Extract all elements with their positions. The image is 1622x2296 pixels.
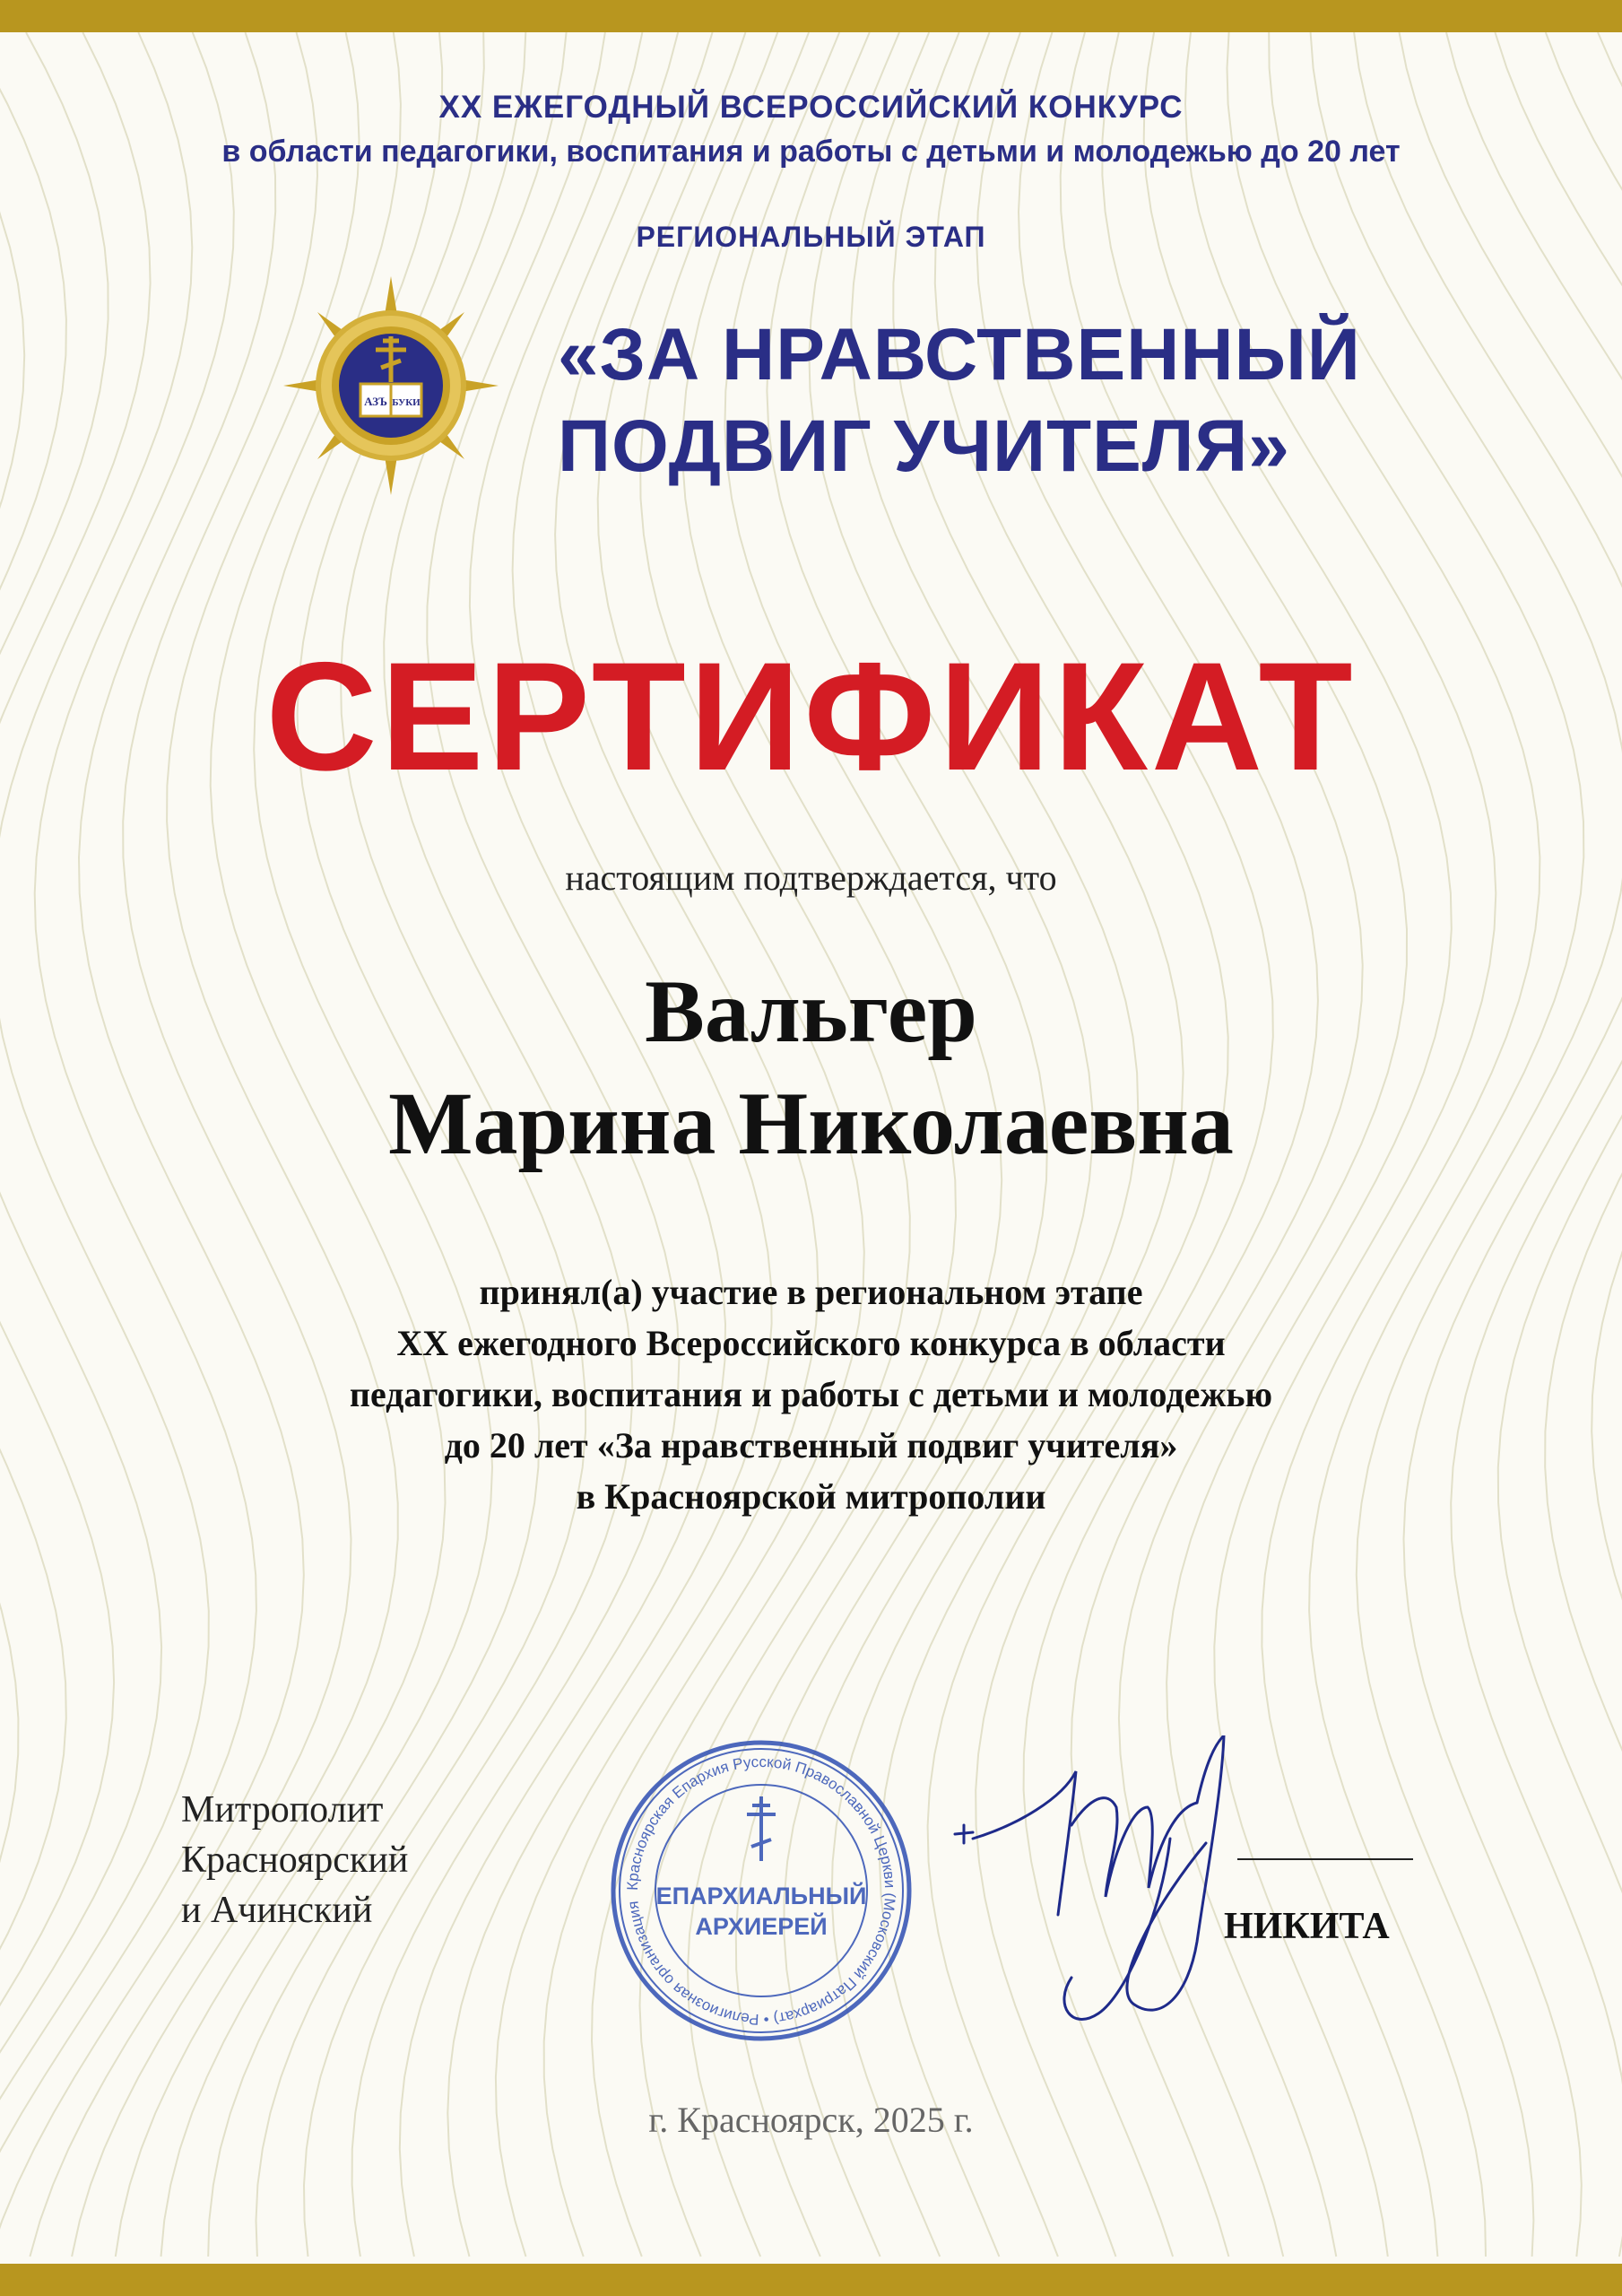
svg-text:БУКИ: БУКИ: [392, 397, 421, 408]
signatory-title-line3: и Ачинский: [181, 1890, 373, 1931]
body-line1: принял(а) участие в региональном этапе: [479, 1272, 1143, 1312]
contest-header-line2: в области педагогики, воспитания и работы с детьми и молодежью до 20 лет: [221, 135, 1401, 169]
contest-emblem-icon: [283, 274, 499, 498]
bottom-border: [0, 2264, 1622, 2296]
body-line2: XX ежегодного Всероссийского конкурса в области: [396, 1323, 1226, 1363]
certificate-title: СЕРТИФИКАТ: [265, 631, 1357, 803]
handwritten-signature: [937, 1735, 1287, 2031]
body-line3: педагогики, воспитания и работы с детьми и молодежью: [349, 1374, 1273, 1414]
svg-text:АЗЪ: АЗЪ: [364, 395, 387, 408]
recipient-surname: Вальгер: [645, 961, 977, 1061]
confirmation-text: настоящим подтверждается, что: [565, 857, 1057, 898]
signatory-title: [181, 1785, 408, 1935]
signatory-title-line1: Митрополит: [181, 1789, 384, 1831]
competition-title: [558, 309, 1361, 492]
competition-title-line2: ПОДВИГ УЧИТЕЛЯ»: [558, 405, 1290, 487]
recipient-given-names: Марина Николаевна: [388, 1074, 1234, 1173]
contest-header-line1: XX ЕЖЕГОДНЫЙ ВСЕРОССИЙСКИЙ КОНКУРС: [438, 90, 1184, 125]
certificate-body: [0, 1266, 1622, 1522]
stage-label: РЕГИОНАЛЬНЫЙ ЭТАП: [636, 221, 986, 253]
svg-text:Красноярская Епархия Русской П: Красноярская Епархия Русской Православной Церкви (Московский Патриархат) • Религиозная организация: [623, 1752, 899, 2029]
diocese-seal-stamp: [606, 1735, 916, 2046]
svg-text:ЕПАРХИАЛЬНЫЙ: ЕПАРХИАЛЬНЫЙ: [655, 1883, 867, 1909]
body-line5: в Красноярской митрополии: [576, 1476, 1046, 1517]
svg-text:АРХИЕРЕЙ: АРХИЕРЕЙ: [695, 1913, 828, 1940]
signatory-title-line2: Красноярский: [181, 1839, 409, 1881]
body-line4: до 20 лет «За нравственный подвиг учителя»: [444, 1425, 1178, 1465]
signatory-name: НИКИТА: [1224, 1906, 1390, 1947]
competition-title-line1: «ЗА НРАВСТВЕННЫЙ: [558, 314, 1361, 396]
top-border: [0, 0, 1622, 32]
place-and-date: г. Красноярск, 2025 г.: [648, 2100, 974, 2140]
signature-line: [1237, 1858, 1413, 1860]
